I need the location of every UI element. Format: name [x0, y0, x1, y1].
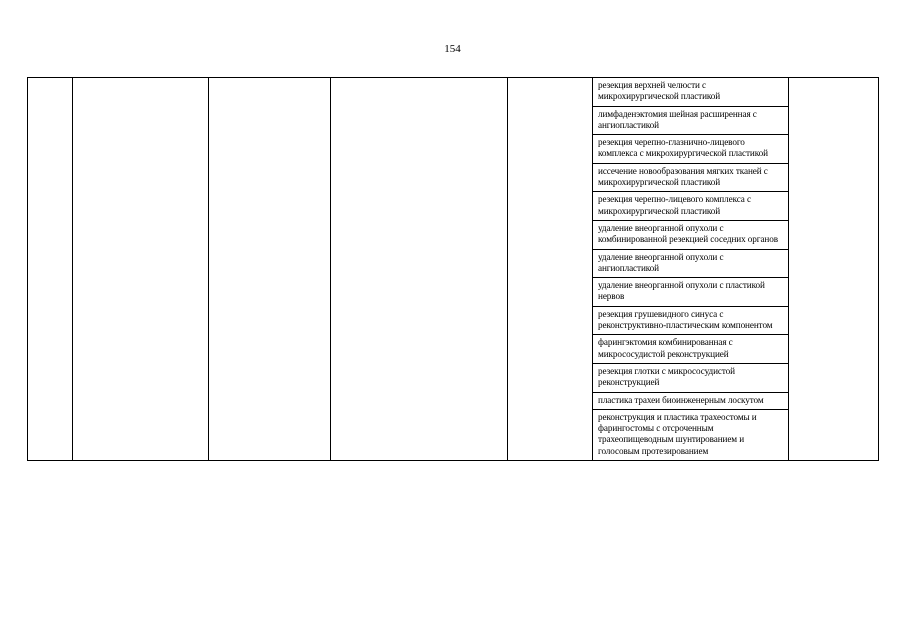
method-cell — [593, 278, 789, 307]
method-cell — [593, 192, 789, 221]
method-text: резекция черепно-лицевого комплекса с микрохирургической пластикой — [598, 194, 751, 216]
method-text: пластика трахеи биоинженерным лоскутом — [598, 394, 764, 405]
empty-cell-number — [28, 78, 73, 461]
method-text: удаление внеорганной опухоли с комбинированной резекцией соседних органов — [598, 222, 778, 245]
method-text: лимфаденэктомия шейная расширенная с ангиопластикой — [598, 108, 757, 130]
method-cell — [593, 335, 789, 364]
method-text: иссечение новообразования мягких тканей с микрохирургической пластикой — [598, 165, 768, 188]
method-cell — [593, 306, 789, 335]
empty-cell-model — [331, 78, 508, 461]
method-text: резекция грушевидного синуса с реконструктивно-пластическим компонентом — [598, 308, 773, 331]
table-row — [28, 78, 879, 107]
method-cell — [593, 220, 789, 249]
method-cell — [593, 163, 789, 192]
method-text: реконструкция и пластика трахеостомы и фарингостомы с отсроченным трахеопищеводным шунтированием и голосовым протезированием — [598, 411, 757, 456]
page-number: 154 — [444, 43, 461, 55]
method-text: резекция верхней челюсти с микрохирургической пластикой — [598, 80, 721, 102]
empty-cell-standard — [789, 78, 879, 461]
method-text: фарингэктомия комбинированная с микрососудистой реконструкцией — [598, 337, 733, 359]
method-cell — [593, 78, 789, 107]
method-cell — [593, 409, 789, 460]
method-text: удаление внеорганной опухоли с пластикой нервов — [598, 280, 765, 302]
method-text: резекция глотки с микрососудистой реконструкцией — [598, 365, 735, 388]
method-text: удаление внеорганной опухоли с ангиопластикой — [598, 251, 724, 273]
method-text: резекция черепно-глазнично-лицевого комплекса с микрохирургической пластикой — [598, 137, 768, 159]
procedures-table — [27, 77, 879, 461]
method-cell — [593, 249, 789, 278]
method-cell — [593, 106, 789, 135]
method-cell — [593, 392, 789, 409]
empty-cell-treatment-type — [508, 78, 593, 461]
empty-cell-codes — [209, 78, 331, 461]
empty-cell-profile — [73, 78, 209, 461]
method-cell — [593, 363, 789, 392]
method-cell — [593, 135, 789, 164]
